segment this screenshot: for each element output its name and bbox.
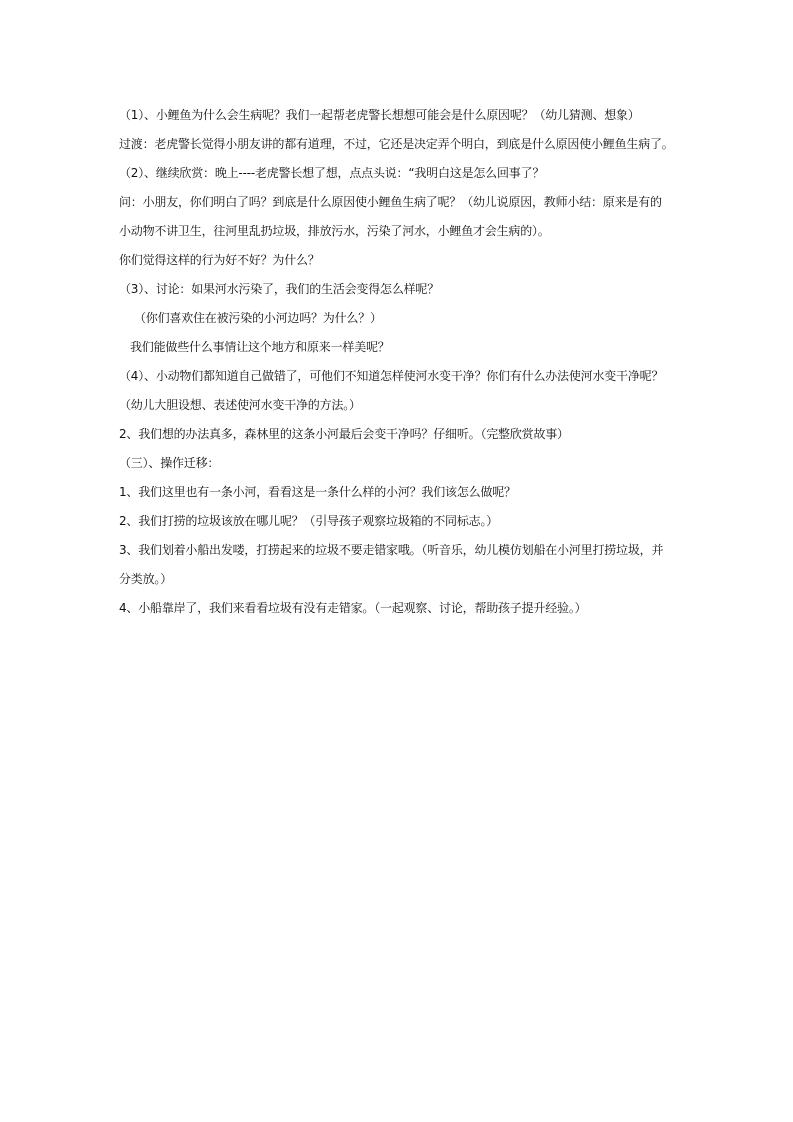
paragraph-line: 3、我们划着小船出发喽，打捞起来的垃圾不要走错家哦。（听音乐，幼儿模仿划船在小河里打捞垃圾，并	[119, 543, 664, 557]
paragraph-line: （幼儿大胆设想、表述使河水变干净的方法。）	[119, 398, 361, 412]
section-heading: （三）、操作迁移：	[119, 456, 220, 470]
paragraph-line: 4、小船靠岸了，我们来看看垃圾有没有走错家。（一起观察、讨论，帮助孩子提升经验。）	[119, 601, 587, 615]
paragraph-line: （4）、小动物们都知道自己做错了，可他们不知道怎样使河水变干净？你们有什么办法使河水变干净呢？	[119, 369, 664, 383]
paragraph-line: 1、我们这里也有一条小河，看看这是一条什么样的小河？我们该怎么做呢？	[119, 485, 516, 499]
paragraph-line: （2）、继续欣赏：晚上----老虎警长想了想，点点头说：“我明白这是怎么回事了？	[119, 166, 545, 180]
document-body	[119, 101, 679, 623]
paragraph-line: 小动物不讲卫生，往河里乱扔垃圾，排放污水，污染了河水，小鲤鱼才会生病的）。	[119, 224, 550, 238]
paragraph-line: （你们喜欢住在被污染的小河边吗？为什么？）	[134, 311, 382, 325]
paragraph-line: 2、我们打捞的垃圾该放在哪儿呢？（引导孩子观察垃圾箱的不同标志。）	[119, 514, 499, 528]
paragraph-line: （3）、讨论：如果河水污染了，我们的生活会变得怎么样呢？	[119, 282, 440, 296]
paragraph-line: 我们能做些什么事情让这个地方和原来一样美呢？	[130, 340, 390, 354]
paragraph-line: 分类放。）	[119, 572, 173, 586]
paragraph-line: 过渡：老虎警长觉得小朋友讲的都有道理，不过，它还是决定弄个明白，到底是什么原因使小鲤鱼生病了。	[119, 137, 674, 151]
paragraph-line: （1）、小鲤鱼为什么会生病呢？我们一起帮老虎警长想想可能会是什么原因呢？（幼儿猜测、想象）	[119, 108, 640, 122]
paragraph-line: 你们觉得这样的行为好不好？为什么？	[119, 253, 320, 267]
paragraph-line: 问：小朋友，你们明白了吗？到底是什么原因使小鲤鱼生病了呢？（幼儿说原因，教师小结：原来是有的	[119, 195, 662, 209]
paragraph-line: 2、我们想的办法真多，森林里的这条小河最后会变干净吗？仔细听。（完整欣赏故事）	[119, 427, 569, 441]
